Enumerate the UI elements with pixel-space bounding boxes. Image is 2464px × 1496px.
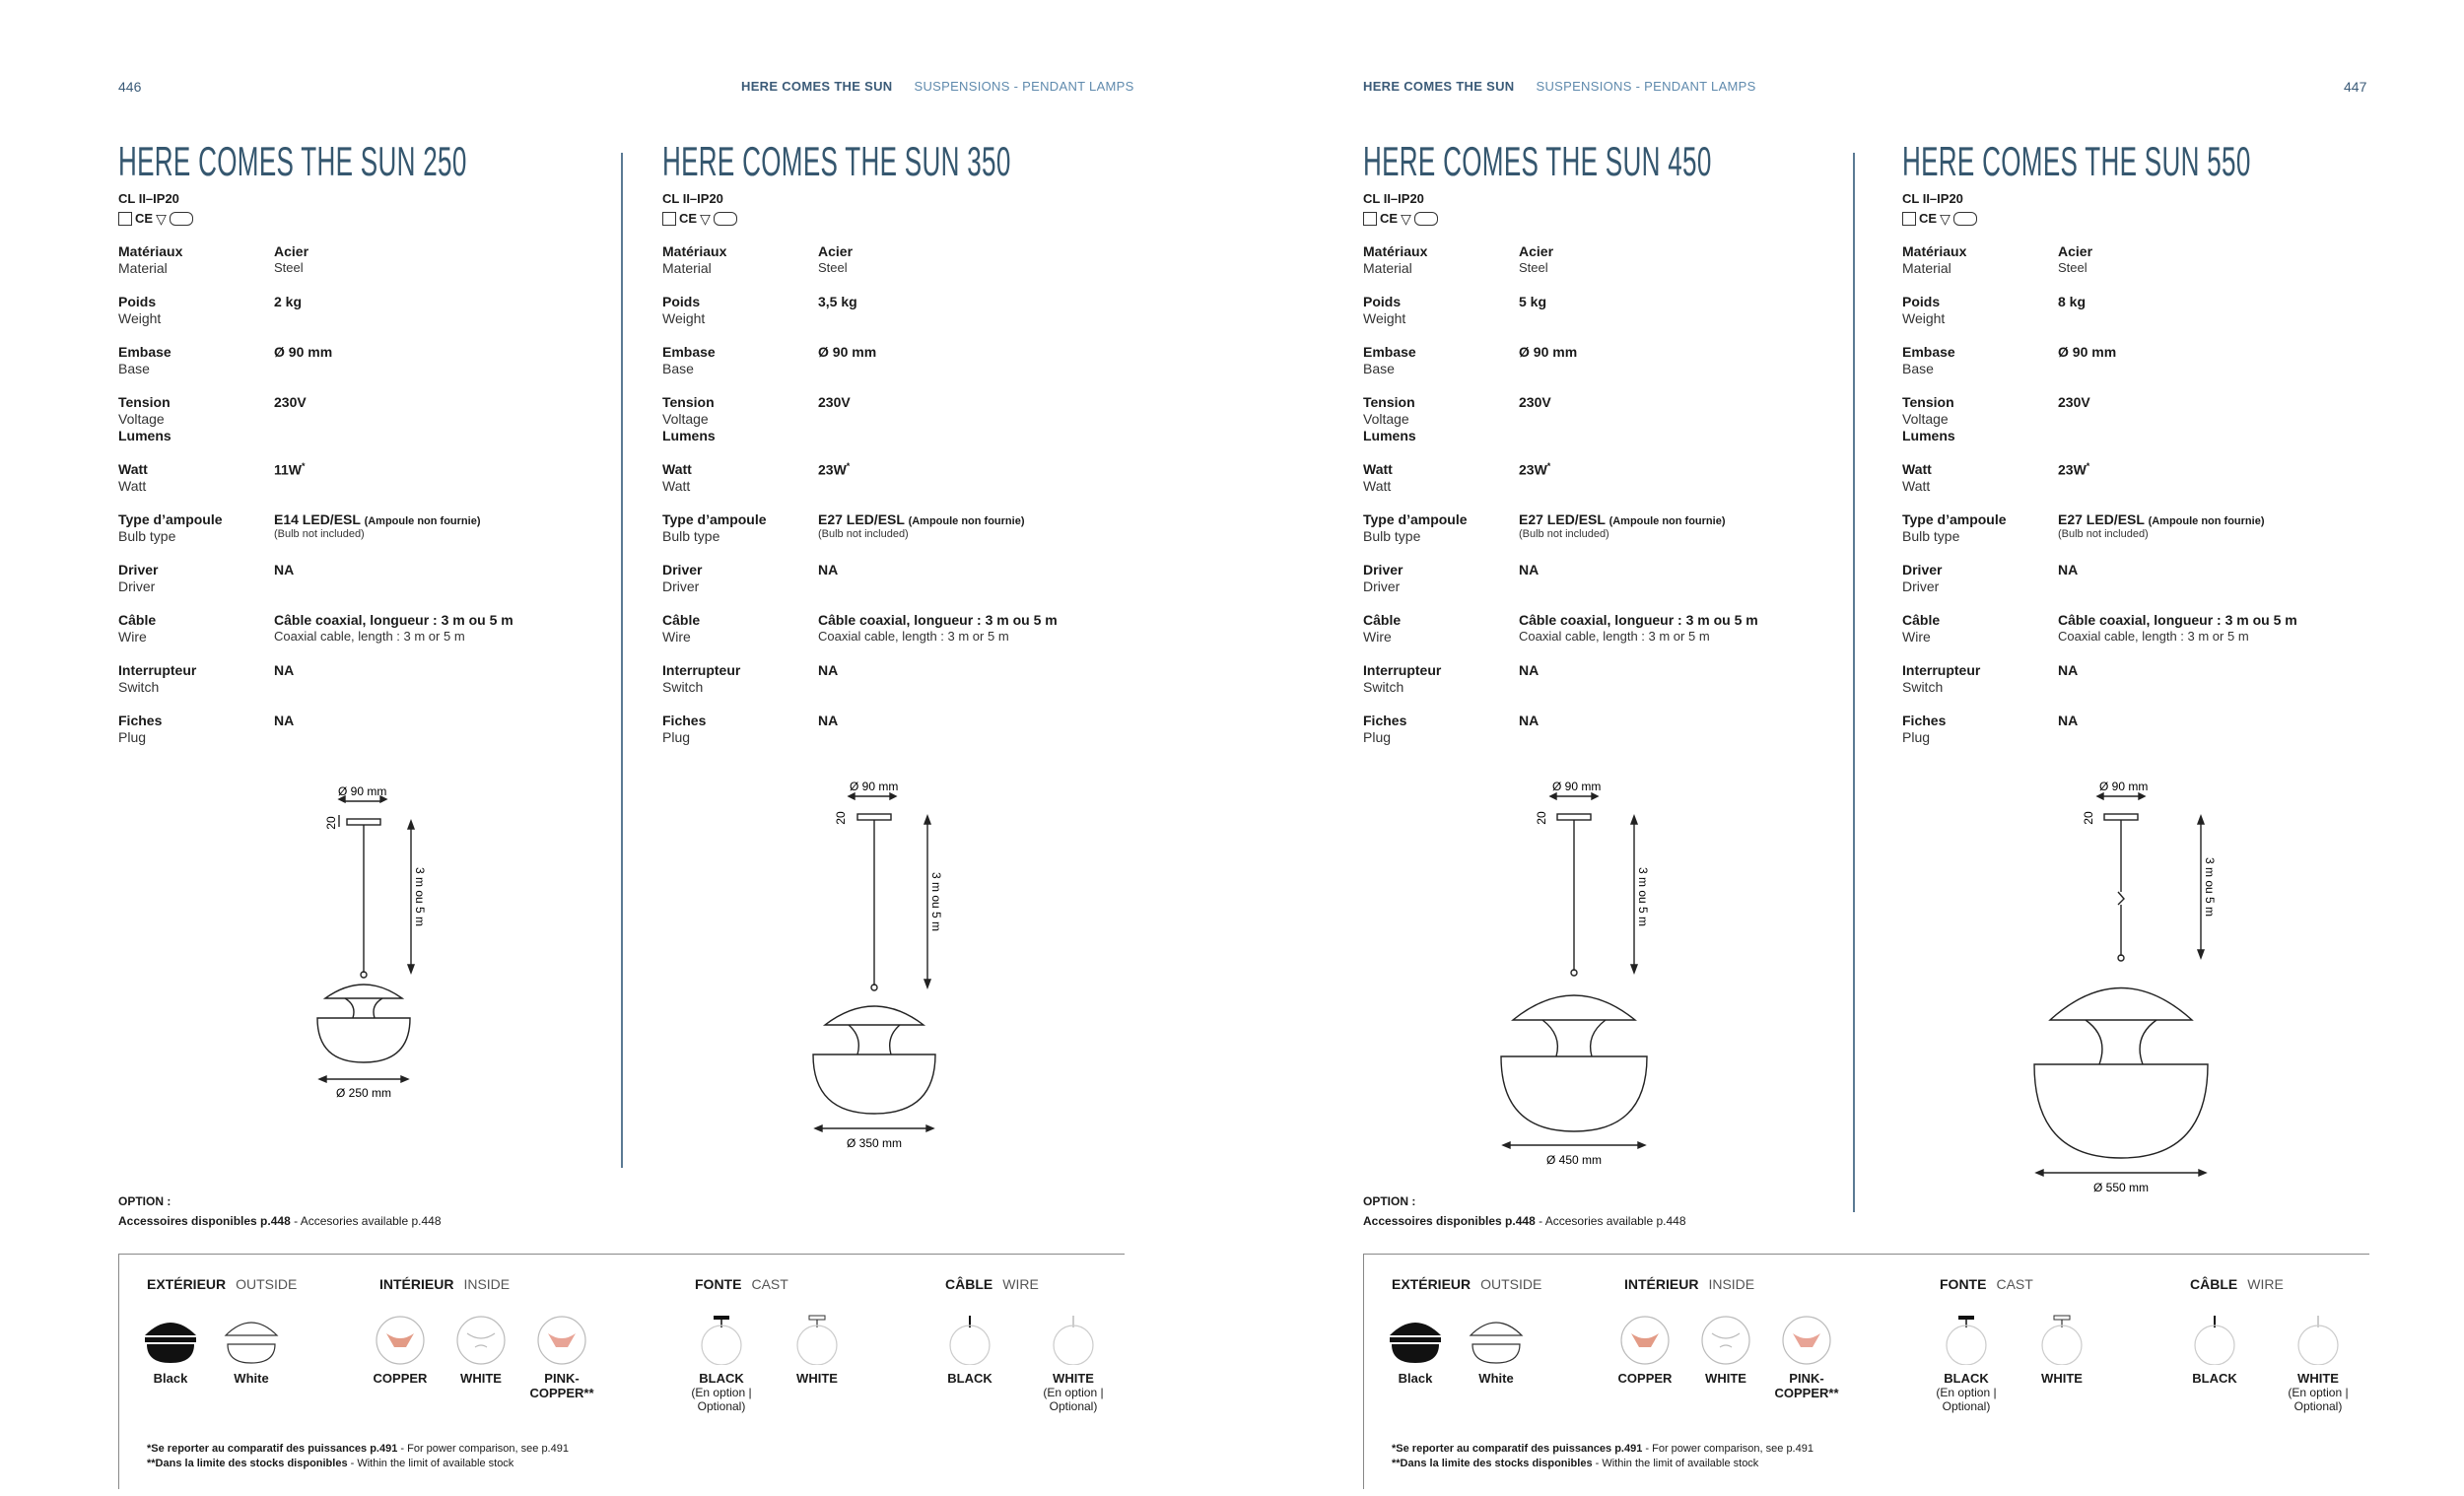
product-class: CL II–IP20	[118, 191, 179, 206]
dim-diameter-label: Ø 250 mm	[335, 1086, 392, 1099]
dim-base-label: Ø 90 mm	[850, 780, 899, 793]
swatch-cast-black[interactable]: BLACK (En option | Optional)	[1922, 1314, 2011, 1413]
swatch-cable-white[interactable]: WHITE (En option | Optional)	[1024, 1314, 1123, 1413]
certification-icons	[662, 210, 1175, 228]
spec-row-wire: Câble Wire Câble coaxial, longueur : 3 m ou 5 m Coaxial cable, length : 3 m or 5 m	[662, 612, 1058, 645]
spec-row-weight: Poids Weight 5 kg	[1363, 294, 1547, 326]
spec-row-material: Matériaux Material Acier Steel	[1902, 243, 2093, 276]
ce-icon: CE	[1919, 211, 1938, 226]
spec-row-voltage: Tension Voltage Lumens 230V	[1363, 394, 1551, 443]
class2-icon	[118, 212, 132, 226]
spec-row-weight: Poids Weight 8 kg	[1902, 294, 2087, 326]
dim-cable-label: 3 m ou 5 m	[929, 871, 943, 932]
spec-row-driver: Driver Driver NA	[1902, 562, 2079, 594]
ce-icon: CE	[135, 211, 154, 226]
dim-base-label: Ø 90 mm	[2099, 780, 2149, 793]
swatch-interior-pink-copper[interactable]: PINK- COPPER**	[1762, 1314, 1851, 1400]
swatch-cast-black[interactable]: BLACK (En option | Optional)	[677, 1314, 766, 1413]
lamp-drawing-550	[2020, 779, 2247, 1197]
spec-row-plug: Fiches Plug NA	[662, 713, 839, 745]
dim-diameter-label: Ø 550 mm	[2092, 1181, 2150, 1194]
swatch-cast-white[interactable]: WHITE	[2018, 1314, 2106, 1386]
spec-row-plug: Fiches Plug NA	[1902, 713, 2079, 745]
running-head-brand: HERE COMES THE SUN	[741, 79, 893, 94]
group-cast: FONTE CAST	[695, 1276, 788, 1292]
product-title: HERE COMES THE SUN 550	[1902, 138, 2251, 184]
swatch-exterior-black[interactable]: Black	[1371, 1314, 1460, 1386]
bulb-type-icon	[1953, 212, 1977, 226]
swatch-interior-pink-copper[interactable]: PINK- COPPER**	[517, 1314, 606, 1400]
dim-height-label: 20	[1535, 811, 1548, 825]
dim-diameter-label: Ø 350 mm	[846, 1136, 903, 1150]
spec-row-watt: Watt Watt 23W*	[1363, 461, 1551, 494]
certification-icons	[118, 210, 631, 228]
column-divider	[621, 153, 623, 1168]
dim-diameter-label: Ø 450 mm	[1545, 1153, 1603, 1167]
spec-row-bulb: Type d’ampoule Bulb type E14 LED/ESL (Ampoule non fournie) (Bulb not included)	[118, 511, 481, 544]
class2-icon	[662, 212, 676, 226]
product-block-550	[1902, 138, 2415, 763]
lamp-drawing-250	[296, 783, 453, 1099]
product-class: CL II–IP20	[1363, 191, 1424, 206]
spec-row-watt: Watt Watt 11W*	[118, 461, 306, 494]
spec-row-wire: Câble Wire Câble coaxial, longueur : 3 m ou 5 m Coaxial cable, length : 3 m or 5 m	[1363, 612, 1758, 645]
spec-row-material: Matériaux Material Acier Steel	[1363, 243, 1554, 276]
swatch-exterior-black[interactable]: Black	[126, 1314, 215, 1386]
swatch-interior-white[interactable]: WHITE	[1681, 1314, 1770, 1386]
spec-row-switch: Interrupteur Switch NA	[662, 662, 839, 695]
spec-table	[1363, 243, 1876, 763]
dim-cable-label: 3 m ou 5 m	[1636, 866, 1650, 927]
product-block-450	[1363, 138, 1876, 763]
spec-row-voltage: Tension Voltage Lumens 230V	[118, 394, 307, 443]
product-block-350	[662, 138, 1175, 763]
product-title: HERE COMES THE SUN 350	[662, 138, 1011, 184]
spec-row-driver: Driver Driver NA	[662, 562, 839, 594]
triangle-icon: ▽	[1401, 211, 1411, 227]
class2-icon	[1363, 212, 1377, 226]
spec-row-watt: Watt Watt 23W*	[1902, 461, 2090, 494]
swatch-cast-white[interactable]: WHITE	[773, 1314, 861, 1386]
spec-row-voltage: Tension Voltage Lumens 230V	[662, 394, 851, 443]
running-head-brand: HERE COMES THE SUN	[1363, 79, 1515, 94]
spec-row-base: Embase Base Ø 90 mm	[662, 344, 877, 376]
lamp-drawing-350	[803, 779, 961, 1153]
swatch-interior-copper[interactable]: COPPER	[1601, 1314, 1689, 1386]
group-interior: INTÉRIEUR INSIDE	[379, 1276, 511, 1292]
spec-table	[1902, 243, 2415, 763]
triangle-icon: ▽	[156, 211, 167, 227]
running-head-section: SUSPENSIONS - PENDANT LAMPS	[914, 79, 1134, 94]
swatch-interior-white[interactable]: WHITE	[437, 1314, 525, 1386]
spec-table	[662, 243, 1175, 763]
spec-row-base: Embase Base Ø 90 mm	[1363, 344, 1578, 376]
dim-height-label: 20	[2082, 811, 2095, 825]
dim-cable-label: 3 m ou 5 m	[413, 866, 427, 927]
certification-icons	[1363, 210, 1876, 228]
swatch-cable-white[interactable]: WHITE (En option | Optional)	[2269, 1314, 2367, 1413]
dim-base-label: Ø 90 mm	[338, 784, 387, 798]
swatch-cable-black[interactable]: BLACK	[2170, 1314, 2259, 1386]
spec-row-material: Matériaux Material Acier Steel	[662, 243, 854, 276]
bulb-type-icon	[1414, 212, 1438, 226]
spec-row-wire: Câble Wire Câble coaxial, longueur : 3 m ou 5 m Coaxial cable, length : 3 m or 5 m	[1902, 612, 2297, 645]
page-number: 447	[2344, 79, 2367, 95]
page-number: 446	[118, 79, 142, 95]
dim-base-label: Ø 90 mm	[1552, 780, 1602, 793]
spec-row-bulb: Type d’ampoule Bulb type E27 LED/ESL (Ampoule non fournie) (Bulb not included)	[1363, 511, 1726, 544]
spec-row-bulb: Type d’ampoule Bulb type E27 LED/ESL (Ampoule non fournie) (Bulb not included)	[662, 511, 1025, 544]
group-cable: CÂBLE WIRE	[945, 1276, 1039, 1292]
spec-row-bulb: Type d’ampoule Bulb type E27 LED/ESL (Ampoule non fournie) (Bulb not included)	[1902, 511, 2265, 544]
group-interior: INTÉRIEUR INSIDE	[1624, 1276, 1755, 1292]
finishes-box	[1363, 1254, 2369, 1489]
spec-row-switch: Interrupteur Switch NA	[118, 662, 295, 695]
ce-icon: CE	[679, 211, 698, 226]
spec-table	[118, 243, 631, 763]
triangle-icon: ▽	[700, 211, 711, 227]
ce-icon: CE	[1380, 211, 1399, 226]
spec-row-watt: Watt Watt 23W*	[662, 461, 851, 494]
swatch-exterior-white[interactable]: White	[207, 1314, 296, 1386]
certification-icons	[1902, 210, 2415, 228]
dim-height-label: 20	[324, 816, 338, 830]
group-exterior: EXTÉRIEUR OUTSIDE	[1392, 1276, 1542, 1292]
product-class: CL II–IP20	[662, 191, 723, 206]
spec-row-voltage: Tension Voltage Lumens 230V	[1902, 394, 2090, 443]
product-block-250	[118, 138, 631, 763]
dim-height-label: 20	[834, 811, 848, 825]
spec-row-wire: Câble Wire Câble coaxial, longueur : 3 m ou 5 m Coaxial cable, length : 3 m or 5 m	[118, 612, 513, 645]
swatch-interior-copper[interactable]: COPPER	[356, 1314, 445, 1386]
product-class: CL II–IP20	[1902, 191, 1963, 206]
product-title: HERE COMES THE SUN 250	[118, 138, 467, 184]
spec-row-plug: Fiches Plug NA	[118, 713, 295, 745]
bulb-type-icon	[170, 212, 193, 226]
dim-cable-label: 3 m ou 5 m	[2203, 856, 2217, 918]
lamp-drawing-450	[1493, 779, 1680, 1173]
running-head-section: SUSPENSIONS - PENDANT LAMPS	[1536, 79, 1756, 94]
running-head	[1363, 79, 1756, 94]
option-note: OPTION : Accessoires disponibles p.448 - Accesories available p.448	[118, 1194, 442, 1228]
group-cast: FONTE CAST	[1940, 1276, 2033, 1292]
spec-row-driver: Driver Driver NA	[1363, 562, 1540, 594]
triangle-icon: ▽	[1940, 211, 1951, 227]
swatch-cable-black[interactable]: BLACK	[925, 1314, 1014, 1386]
right-page	[1232, 0, 2464, 1496]
bulb-type-icon	[714, 212, 737, 226]
spec-row-weight: Poids Weight 3,5 kg	[662, 294, 857, 326]
column-divider	[1853, 153, 1855, 1212]
spec-row-driver: Driver Driver NA	[118, 562, 295, 594]
spec-row-switch: Interrupteur Switch NA	[1363, 662, 1540, 695]
spec-row-weight: Poids Weight 2 kg	[118, 294, 303, 326]
option-note: OPTION : Accessoires disponibles p.448 - Accesories available p.448	[1363, 1194, 1686, 1228]
group-cable: CÂBLE WIRE	[2190, 1276, 2284, 1292]
spec-row-switch: Interrupteur Switch NA	[1902, 662, 2079, 695]
spec-row-base: Embase Base Ø 90 mm	[118, 344, 333, 376]
spec-row-base: Embase Base Ø 90 mm	[1902, 344, 2117, 376]
footnotes: *Se reporter au comparatif des puissances p.491 - For power comparison, see p.491 **Dans la limite des stocks disponibles - Within the limit of available stock	[147, 1443, 569, 1469]
footnotes: *Se reporter au comparatif des puissances p.491 - For power comparison, see p.491 **Dans la limite des stocks disponibles - Within the limit of available stock	[1392, 1443, 1814, 1469]
class2-icon	[1902, 212, 1916, 226]
product-title: HERE COMES THE SUN 450	[1363, 138, 1712, 184]
spec-row-material: Matériaux Material Acier Steel	[118, 243, 309, 276]
spec-row-plug: Fiches Plug NA	[1363, 713, 1540, 745]
running-head	[741, 79, 1134, 94]
group-exterior: EXTÉRIEUR OUTSIDE	[147, 1276, 298, 1292]
finishes-box	[118, 1254, 1125, 1489]
swatch-exterior-white[interactable]: White	[1452, 1314, 1540, 1386]
